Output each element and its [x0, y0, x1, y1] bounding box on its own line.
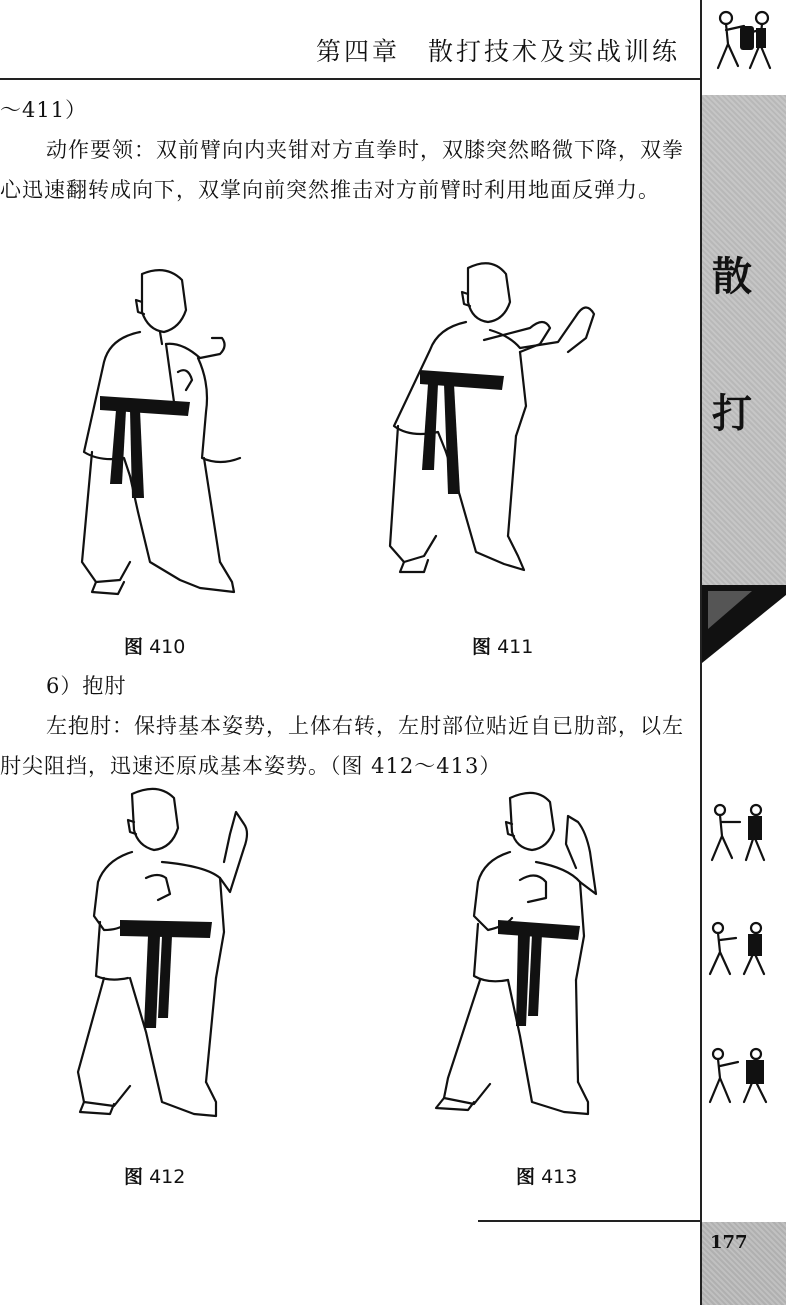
caption-413-label: 图 [516, 1166, 536, 1188]
sidebar-char-san: 散 [712, 254, 752, 300]
caption-410 [124, 632, 185, 659]
caption-411 [472, 632, 533, 659]
section-heading: 6）抱肘 [46, 674, 127, 698]
sidebar-band [702, 95, 786, 585]
thumb-fighters-3 [706, 1044, 772, 1108]
caption-413-number: 413 [541, 1166, 578, 1188]
sidebar-triangle [702, 585, 786, 663]
thumb-fighters-2 [706, 918, 772, 980]
paragraph-left-elbow: 左抱肘：保持基本姿势，上体右转，左肘部位贴近自已肋部，以左肘尖阻挡，迅速还原成基本姿势。（图 412～413） [0, 714, 684, 778]
caption-410-number: 410 [149, 636, 186, 658]
caption-411-number: 411 [497, 636, 534, 658]
caption-413 [516, 1162, 577, 1189]
sidebar-char-da: 打 [712, 391, 752, 437]
page-number: 177 [710, 1232, 748, 1253]
header-fighters-illustration [704, 4, 784, 74]
figure-410-illustration [70, 262, 250, 607]
thumb-fighters-1 [706, 800, 772, 866]
caption-412-label: 图 [124, 1166, 144, 1188]
caption-410-label: 图 [124, 636, 144, 658]
text-line-continuation: ～411） [0, 98, 88, 122]
caption-412-number: 412 [149, 1166, 186, 1188]
header-rule [0, 78, 700, 80]
figure-413-illustration [428, 786, 618, 1132]
paragraph-key-points: 动作要领：双前臂向内夹钳对方直拳时，双膝突然略微下降，双拳心迅速翻转成向下，双掌向前突然推击对方前臂时利用地面反弹力。 [0, 138, 684, 202]
chapter-sidebar [702, 0, 786, 1305]
caption-411-label: 图 [472, 636, 492, 658]
figure-411-illustration [380, 256, 610, 586]
figure-412-illustration [66, 782, 266, 1138]
caption-412 [124, 1162, 185, 1189]
footer-rule [478, 1220, 702, 1222]
running-head: 第四章 散打技术及实战训练 [315, 37, 680, 66]
